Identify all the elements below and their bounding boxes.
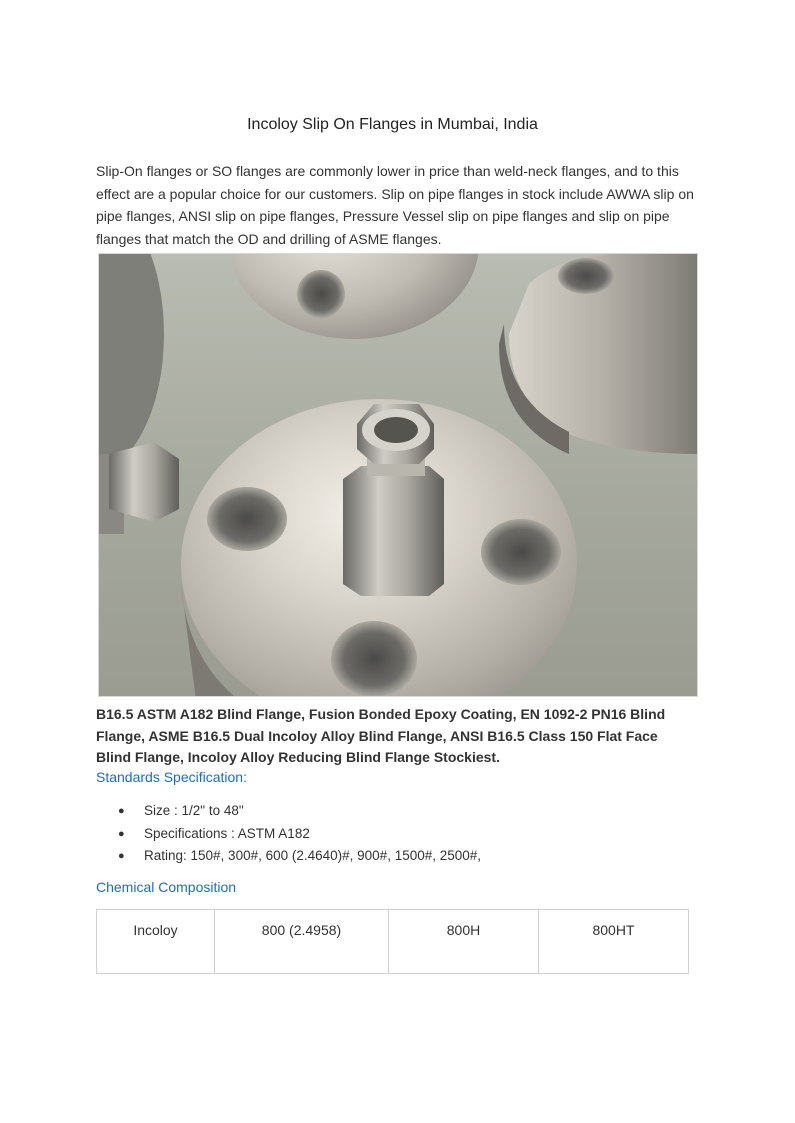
table-cell: 800HT xyxy=(539,910,689,974)
spec-size: Size : 1/2" to 48" xyxy=(144,803,244,818)
page-title: Incoloy Slip On Flanges in Mumbai, India xyxy=(247,116,538,133)
bullet-icon: ● xyxy=(118,827,125,840)
table-cell: 800 (2.4958) xyxy=(215,910,389,974)
chemical-table xyxy=(96,909,689,974)
list-item xyxy=(96,800,696,823)
list-item xyxy=(96,823,696,846)
product-caption: B16.5 ASTM A182 Blind Flange, Fusion Bonded Epoxy Coating, EN 1092-2 PN16 Blind Flange, ASME B16.5 Dual Incoloy Alloy Blind Flange, ANSI B16.5 Class 150 Flat Face Blind Flange, Incoloy Alloy Reducing Blind Flange Stockiest. xyxy=(96,706,666,765)
intro-paragraph: Slip-On flanges or SO flanges are commonly lower in price than weld-neck flanges, and to this effect are a popular choice for our customers. Slip on pipe flanges in stock include AWWA slip on pipe flanges, ANSI slip on pipe flanges, Pressure Vessel slip on pipe flanges and slip on pipe flanges that match the OD and drilling of ASME flanges. xyxy=(96,163,694,247)
spec-specifications: Specifications : ASTM A182 xyxy=(144,825,310,841)
spec-rating: Rating: 150#, 300#, 600 (2.4640)#, 900#, 1500#, 2500#, xyxy=(144,848,482,863)
list-item xyxy=(96,845,696,868)
table-cell: Incoloy xyxy=(97,910,215,974)
bullet-icon: ● xyxy=(118,850,125,862)
table-cell: 800H xyxy=(389,910,539,974)
chemical-heading: Chemical Composition xyxy=(96,879,237,895)
standards-list xyxy=(96,800,696,868)
table-row xyxy=(97,910,689,974)
standards-heading: Standards Specification: xyxy=(96,769,247,785)
bullet-icon: ● xyxy=(118,805,125,817)
flange-photo xyxy=(98,253,698,697)
